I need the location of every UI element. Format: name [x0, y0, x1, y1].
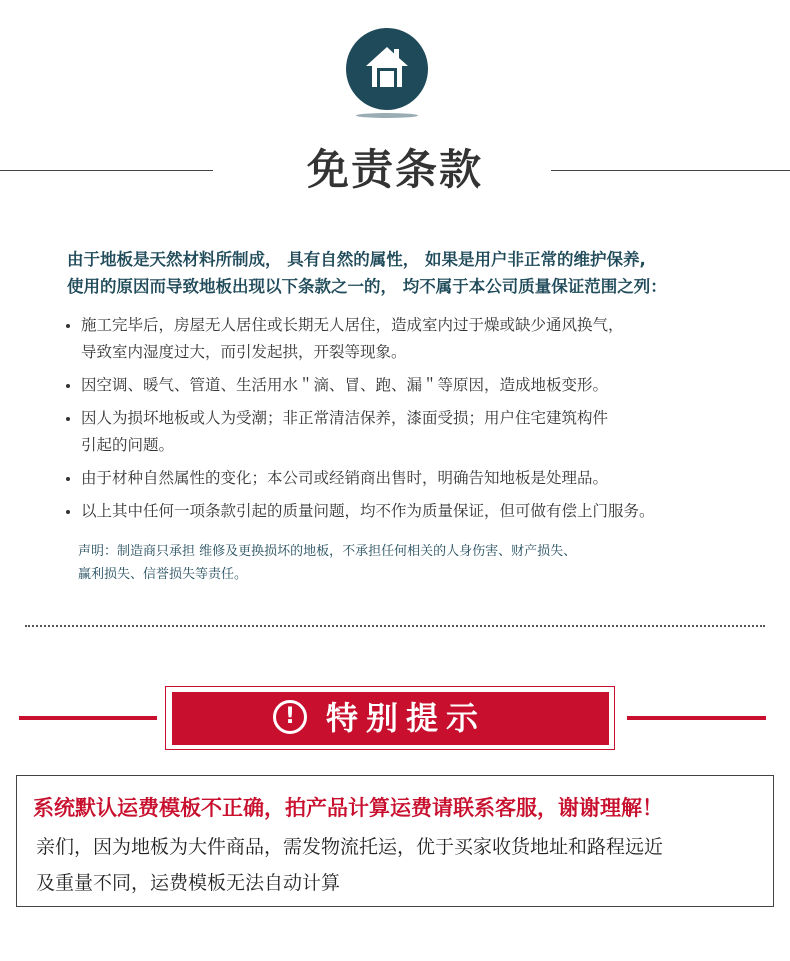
- notice-title: 特别提示: [326, 699, 487, 737]
- intro-line: 由于地板是天然材料所制成， 具有自然的属性， 如果是用户非正常的维护保养,: [67, 250, 646, 269]
- list-item-text: 因空调、暖气、管道、生活用水＂滴、冒、跑、漏＂等原因，造成地板变形。: [81, 376, 609, 394]
- list-item-text: 以上其中任何一项条款引起的质量问题，均不作为质量保证，但可做有偿上门服务。: [81, 502, 655, 520]
- home-icon-badge: [346, 28, 428, 110]
- list-item: [66, 498, 766, 525]
- list-item-text: 由于材种自然属性的变化；本公司或经销商出售时，明确告知地板是处理品。: [81, 469, 609, 487]
- list-item-text: 施工完毕后，房屋无人居住或长期无人居住，造成室内过于燥或缺少通风换气，: [81, 316, 624, 334]
- shipping-notice-headline: 系统默认运费模板不正确，拍产品计算运费请联系客服，谢谢理解！: [33, 796, 663, 820]
- shipping-notice-line: 亲们，因为地板为大件商品，需发物流托运，优于买家收货地址和路程远近: [36, 836, 664, 858]
- terms-list: [66, 312, 766, 531]
- list-item-text: 导致室内湿度过大，而引发起拱，开裂等现象。: [81, 343, 407, 361]
- home-icon: [363, 43, 411, 91]
- intro-text: [67, 246, 767, 300]
- page-title: 免责条款: [306, 145, 483, 194]
- list-item: [66, 405, 766, 459]
- shipping-notice-line: 及重量不同，运费模板无法自动计算: [36, 872, 341, 894]
- note-line: 声明：制造商只承担 维修及更换损坏的地板，不承担任何相关的人身伤害、财产损失、: [78, 544, 577, 559]
- exclamation-icon: !: [273, 700, 307, 734]
- disclaimer-note: [78, 540, 758, 586]
- dotted-divider: [25, 625, 765, 627]
- icon-shadow: [356, 113, 418, 118]
- list-item: [66, 312, 766, 366]
- banner-line-left: [19, 716, 157, 720]
- list-item: [66, 465, 766, 492]
- banner-line-right: [627, 716, 766, 720]
- note-line: 赢利损失、信誉损失等责任。: [78, 567, 248, 582]
- shipping-notice-body: [36, 829, 663, 901]
- list-item: [66, 372, 766, 399]
- list-item-text: 因人为损坏地板或人为受潮；非正常清洁保养，漆面受损；用户住宅建筑构件: [81, 409, 609, 427]
- intro-line: 使用的原因而导致地板出现以下条款之一的， 均不属于本公司质量保证范围之列：: [67, 277, 667, 296]
- list-item-text: 引起的问题。: [81, 436, 175, 454]
